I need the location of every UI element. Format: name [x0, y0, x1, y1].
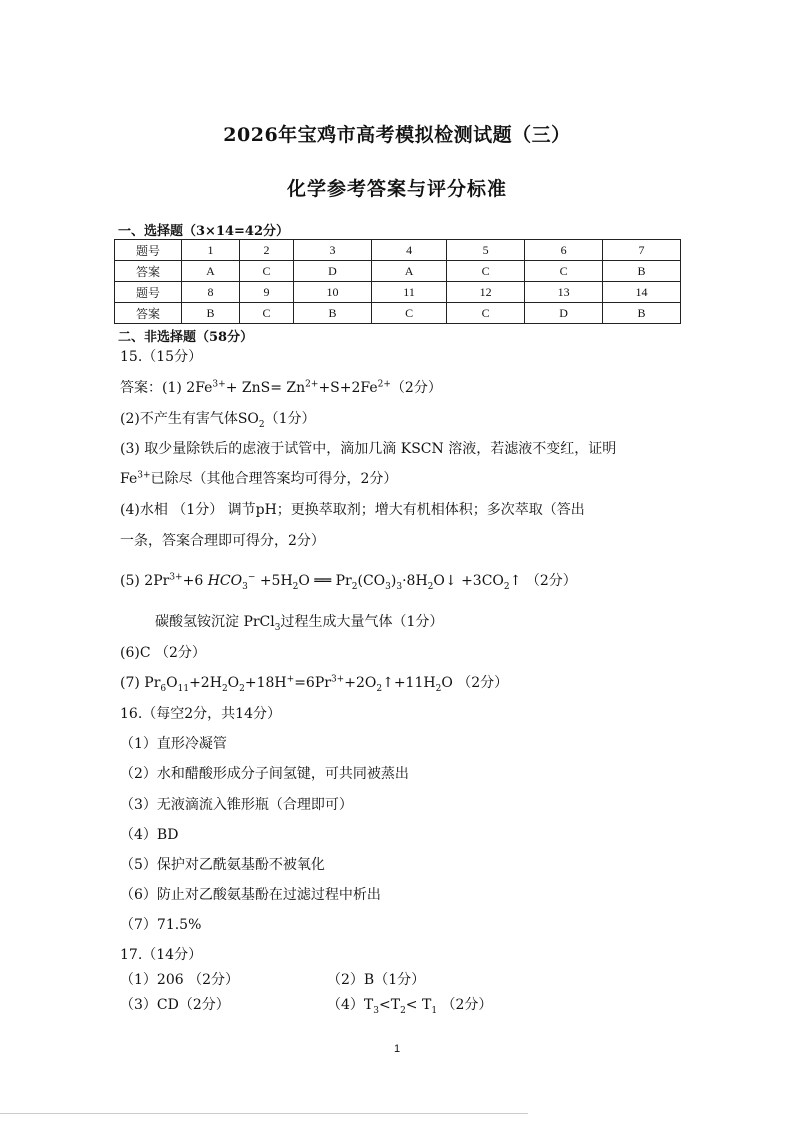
q16-item: （5）保护对乙酰氨基酚不被氧化: [120, 857, 325, 873]
table-cell: 14: [603, 282, 681, 303]
table-cell: D: [525, 303, 603, 324]
table-cell: C: [371, 303, 446, 324]
table-cell: 1: [182, 240, 240, 261]
q17-item-3: （3）CD（2分）: [120, 997, 230, 1013]
row-label-answer: 答案: [115, 303, 182, 324]
table-cell: C: [447, 303, 525, 324]
q15-answer-6: (6)C （2分）: [120, 645, 206, 661]
table-cell: D: [294, 261, 372, 282]
table-row: [115, 303, 681, 324]
table-cell: B: [294, 303, 372, 324]
table-cell: B: [603, 303, 681, 324]
table-cell: 13: [525, 282, 603, 303]
table-cell: 8: [182, 282, 240, 303]
table-cell: 11: [371, 282, 446, 303]
table-row: [115, 261, 681, 282]
table-cell: C: [239, 303, 293, 324]
page-number: 1: [393, 1043, 401, 1055]
q15-answer-1: 答案：(1) $2Fe^{3+}+ ZnS= Zn^{2+}+S+2Fe^{2+}(2$分）: [120, 379, 442, 396]
table-cell: 5: [447, 240, 525, 261]
q15-answer-4-line1: (4)水相 （1分） 调节pH；更换萃取剂；增大有机相体积；多次萃取（答出: [120, 502, 585, 518]
table-cell: 2: [239, 240, 293, 261]
bottom-divider: [0, 1113, 528, 1114]
q17-item-4: $(4)T_3<T_2< T_1$ （2分）: [327, 997, 493, 1016]
table-cell: A: [371, 261, 446, 282]
q16-item: （7）71.5%: [120, 917, 202, 933]
q16-item: （1）直形冷凝管: [120, 736, 227, 752]
table-row: [115, 282, 681, 303]
q15-answer-3-line2: $Fe^{3+}$已除尽（其他合理答案均可得分，2分）: [120, 470, 398, 487]
q15-answer-3-line1: (3) 取少量除铁后的虑液于试管中，滴加几滴 KSCN 溶液，若滤液不变红，证明: [120, 441, 617, 457]
q15-header: 15.（15分）: [120, 349, 203, 365]
table-cell: 12: [447, 282, 525, 303]
table-cell: B: [182, 303, 240, 324]
q17-item-1: （1）206 （2分）: [120, 972, 239, 988]
table-cell: C: [239, 261, 293, 282]
q17-item-2: （2）B（1分）: [327, 972, 426, 988]
table-cell: B: [603, 261, 681, 282]
table-cell: 6: [525, 240, 603, 261]
table-cell: 10: [294, 282, 372, 303]
q16-item: （6）防止对乙酸氨基酚在过滤过程中析出: [120, 887, 381, 903]
table-cell: C: [447, 261, 525, 282]
table-cell: 9: [239, 282, 293, 303]
table-cell: A: [182, 261, 240, 282]
q16-item: （3）无液滴流入锥形瓶（合理即可）: [120, 797, 353, 813]
row-label-answer: 答案: [115, 261, 182, 282]
table-cell: 7: [603, 240, 681, 261]
table-cell: 3: [294, 240, 372, 261]
q16-item: （2）水和醋酸形成分子间氢键，可共同被蒸出: [120, 766, 409, 782]
q16-header: 16.（每空2分，共14分）: [120, 706, 281, 722]
q17-header: 17.（14分）: [120, 947, 203, 963]
section-choice-heading: 一、选择题（3×14=42分）: [118, 224, 290, 239]
page-title: 2026年宝鸡市高考模拟检测试题（三）: [223, 124, 571, 146]
q15-answer-2: (2)不产生有害气体$SO_2(1$分）: [120, 411, 316, 430]
q15-answer-5-equation: (5) $2Pr^{3+}+6$ $HCO_3^- +5H_2O$ ══ $Pr_2(CO_3)_3\cdot 8H_2O↓$ $+3CO_2↑$ （2分）: [120, 572, 577, 592]
q15-answer-7: (7) $Pr_6O_{11}+2H_2O_2+18H^+=6Pr^{3+}+2O_2↑+11H_2O$ （2分）: [120, 674, 509, 694]
table-cell: C: [525, 261, 603, 282]
row-label-question: 题号: [115, 240, 182, 261]
answer-table: [114, 239, 681, 324]
q16-item: （4）BD: [120, 827, 179, 843]
table-cell: 4: [371, 240, 446, 261]
q15-answer-4-line2: 一条，答案合理即可得分，2分）: [120, 533, 325, 549]
page-subtitle: 化学参考答案与评分标准: [286, 178, 507, 200]
row-label-question: 题号: [115, 282, 182, 303]
table-row: [115, 240, 681, 261]
section-nonchoice-heading: 二、非选择题（58分）: [118, 330, 254, 345]
q15-answer-5-note: 碳酸氢铵沉淀 PrCl$_3$过程生成大量气体（1分）: [155, 614, 444, 633]
